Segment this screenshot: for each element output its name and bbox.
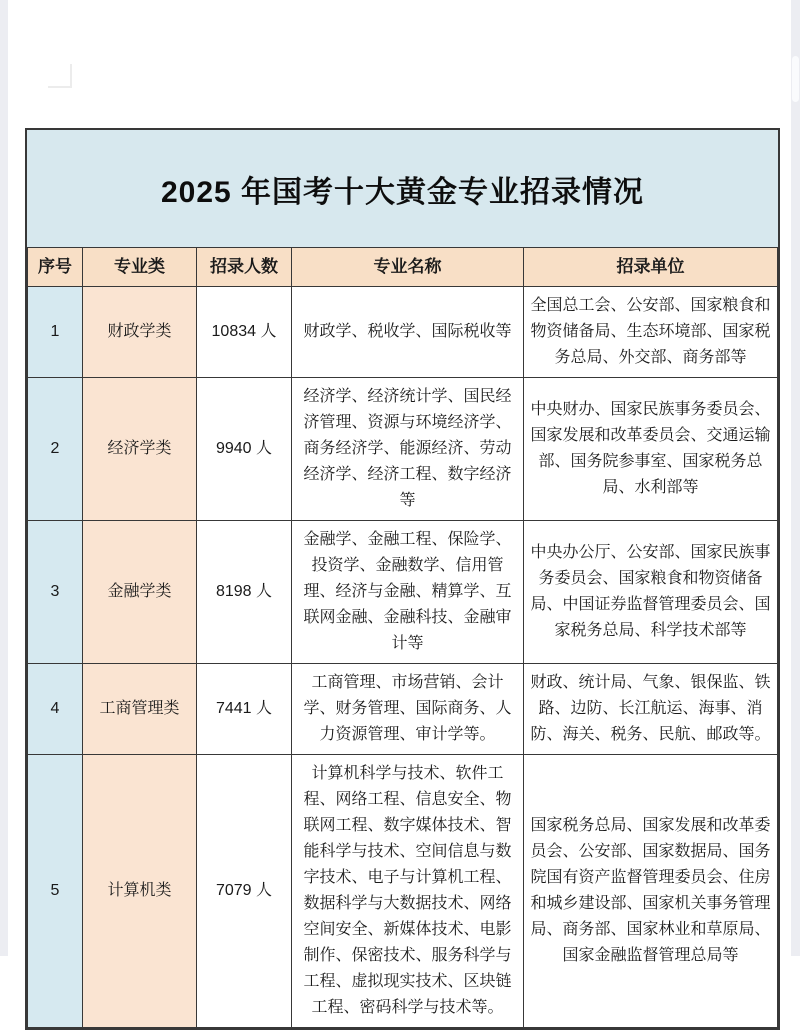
row-count: 7079 人 xyxy=(197,755,292,1028)
row-majors: 金融学、金融工程、保险学、投资学、金融数学、信用管理、经济与金融、精算学、互联网金融、金融科技、金融审计等 xyxy=(292,521,524,664)
row-majors: 经济学、经济统计学、国民经济管理、资源与环境经济学、商务经济学、能源经济、劳动经济学、经济工程、数字经济等 xyxy=(292,378,524,521)
scrollbar-thumb[interactable] xyxy=(792,56,799,102)
row-majors: 工商管理、市场营销、会计学、财务管理、国际商务、人力资源管理、审计学等。 xyxy=(292,664,524,755)
row-category: 财政学类 xyxy=(83,287,197,378)
row-category: 金融学类 xyxy=(83,521,197,664)
header-count: 招录人数 xyxy=(197,248,292,287)
row-index: 1 xyxy=(28,287,83,378)
row-units: 财政、统计局、气象、银保监、铁路、边防、长江航运、海事、消防、海关、税务、民航、邮政等。 xyxy=(524,664,778,755)
row-majors: 财政学、税收学、国际税收等 xyxy=(292,287,524,378)
recruitment-table xyxy=(27,247,778,1028)
header-category: 专业类 xyxy=(83,248,197,287)
row-category: 计算机类 xyxy=(83,755,197,1028)
header-major-names: 专业名称 xyxy=(292,248,524,287)
table-row xyxy=(28,521,778,664)
row-index: 4 xyxy=(28,664,83,755)
scrollbar-track xyxy=(791,0,800,956)
row-index: 3 xyxy=(28,521,83,664)
row-units: 国家税务总局、国家发展和改革委员会、公安部、国家数据局、国务院国有资产监督管理委员会、住房和城乡建设部、国家机关事务管理局、商务部、国家林业和草原局、国家金融监督管理总局等 xyxy=(524,755,778,1028)
page-title: 2025 年国考十大黄金专业招录情况 xyxy=(27,130,778,247)
row-count: 10834 人 xyxy=(197,287,292,378)
row-units: 全国总工会、公安部、国家粮食和物资储备局、生态环境部、国家税务总局、外交部、商务部等 xyxy=(524,287,778,378)
row-count: 9940 人 xyxy=(197,378,292,521)
row-units: 中央财办、国家民族事务委员会、国家发展和改革委员会、交通运输部、国务院参事室、国家税务总局、水利部等 xyxy=(524,378,778,521)
row-units: 中央办公厅、公安部、国家民族事务委员会、国家粮食和物资储备局、中国证券监督管理委员会、国家税务总局、科学技术部等 xyxy=(524,521,778,664)
row-count: 7441 人 xyxy=(197,664,292,755)
table-header-row xyxy=(28,248,778,287)
row-count: 8198 人 xyxy=(197,521,292,664)
page-left-edge xyxy=(0,0,8,956)
table-row xyxy=(28,664,778,755)
row-majors: 计算机科学与技术、软件工程、网络工程、信息安全、物联网工程、数字媒体技术、智能科学与技术、空间信息与数字技术、电子与计算机工程、数据科学与大数据技术、网络空间安全、新媒体技术、电影制作、保密技术、服务科学与工程、虚拟现实技术、区块链工程、密码科学与技术等。 xyxy=(292,755,524,1028)
table-row xyxy=(28,287,778,378)
crop-corner-mark-top xyxy=(48,64,72,88)
table-row xyxy=(28,378,778,521)
row-category: 工商管理类 xyxy=(83,664,197,755)
header-units: 招录单位 xyxy=(524,248,778,287)
row-index: 5 xyxy=(28,755,83,1028)
header-index: 序号 xyxy=(28,248,83,287)
row-index: 2 xyxy=(28,378,83,521)
table-card xyxy=(25,128,780,1030)
table-row xyxy=(28,755,778,1028)
row-category: 经济学类 xyxy=(83,378,197,521)
